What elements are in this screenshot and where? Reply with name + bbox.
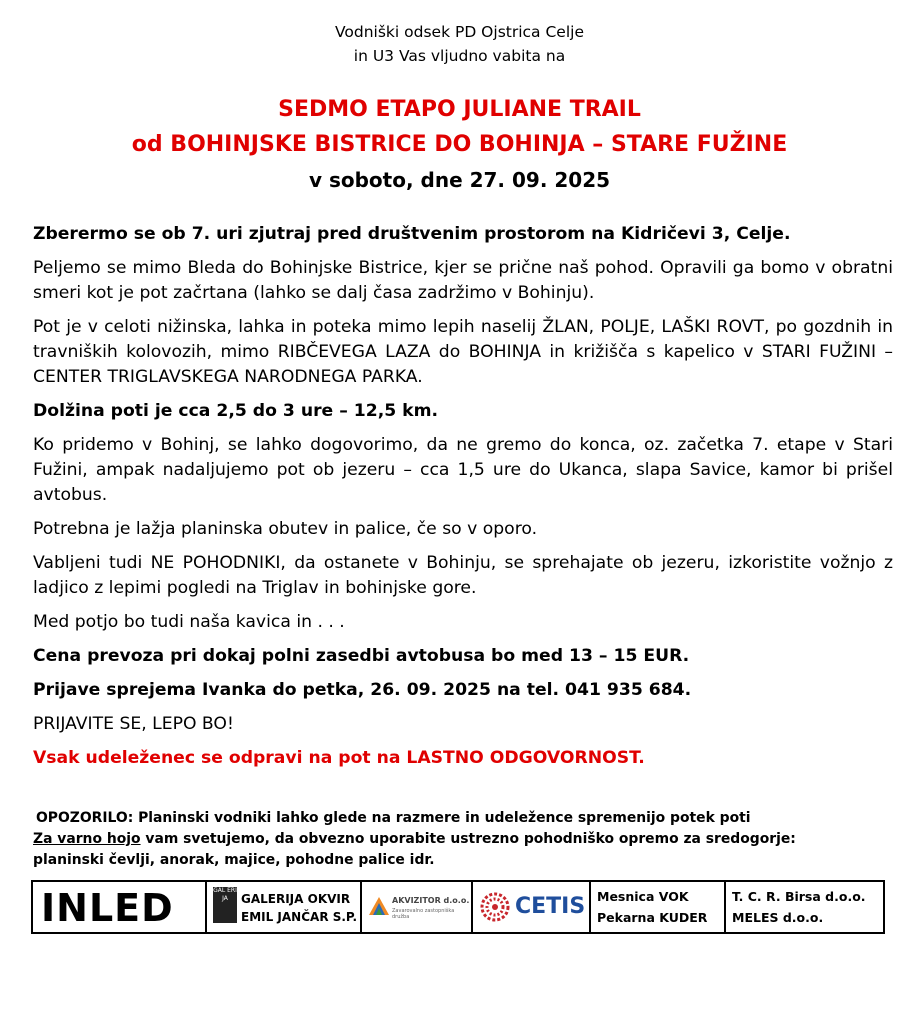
vok-kuder-text <box>597 886 707 928</box>
event-title: SEDMO ETAPO JULIANE TRAIL <box>278 97 641 122</box>
route-length: Dolžina poti je cca 2,5 do 3 ure – 12,5 km. <box>33 401 439 421</box>
invitation-line: in U3 Vas vljudno vabita na <box>353 47 566 65</box>
galerija-line1: GALERIJA OKVIR <box>241 892 351 906</box>
sponsor-galerija <box>207 882 362 932</box>
sponsor-cetis <box>473 882 591 932</box>
sponsor-vok-kuder <box>591 882 726 932</box>
galerija-name <box>241 890 357 926</box>
tcr-birsa: T. C. R. Birsa d.o.o. <box>732 889 866 904</box>
coffee-note: Med potjo bo tudi naša kavica in . . . <box>33 612 345 632</box>
safety-rest: vam svetujemo, da obvezno uporabite ustrezno pohodniško opremo za sredogorje: <box>140 831 796 847</box>
birsa-meles-text <box>732 886 866 928</box>
route-intro: Peljemo se mimo Bleda do Bohinjske Bistrice, kjer se prične naš pohod. Opravili ga bomo v obratni smeri kot je pot začrtana (lahko se dalj časa zadržimo v Bohinju). <box>33 258 893 303</box>
sponsor-akvizitor <box>362 882 473 932</box>
galerija-line2: EMIL JANČAR S.P. <box>241 910 358 924</box>
price-note: Cena prevoza pri dokaj polni zasedbi avtobusa bo med 13 – 15 EUR. <box>33 646 690 666</box>
equipment-list: planinski čevlji, anorak, majice, pohodne palice idr. <box>33 852 435 868</box>
event-date: v soboto, dne 27. 09. 2025 <box>308 168 611 192</box>
galerija-logo-icon: GAL ERI JA <box>213 887 237 923</box>
warning-section <box>33 808 893 871</box>
equipment-note: Potrebna je lažja planinska obutev in palice, če so v oporo. <box>33 519 538 539</box>
sponsor-inled <box>33 882 207 932</box>
event-route: od BOHINJSKE BISTRICE DO BOHINJA – STARE FUŽINE <box>131 132 788 157</box>
organizer-intro <box>0 20 919 68</box>
sponsor-birsa-meles <box>726 882 883 932</box>
meles: MELES d.o.o. <box>732 910 824 925</box>
route-details: Pot je v celoti nižinska, lahka in poteka mimo lepih naselij ŽLAN, POLJE, LAŠKI ROVT, po gozdnih in travniških kolovozih, mimo RIBČEVEGA LAZA do BOHINJA in križišča s kapelico v STARI FUŽINI – CENTER TRIGLAVSKEGA NARODNEGA PARKA. <box>33 317 893 387</box>
akvizitor-name: AKVIZITOR d.o.o. <box>392 896 470 905</box>
cetis-name: CETIS <box>515 894 586 919</box>
meeting-point: Zberermo se ob 7. uri zjutraj pred društvenim prostorom na Kidričevi 3, Celje. <box>33 224 791 244</box>
akvizitor-tagline: Zavarovalno zastopniška družba <box>392 908 455 920</box>
pekarna-kuder: Pekarna KUDER <box>597 910 708 925</box>
inled-logo: INLED <box>41 886 174 930</box>
cetis-logo-icon <box>479 892 511 922</box>
registration-note: Prijave sprejema Ivanka do petka, 26. 09. 2025 na tel. 041 935 684. <box>33 680 692 700</box>
akvizitor-logo-icon <box>368 896 390 916</box>
registration-call: PRIJAVITE SE, LEPO BO! <box>33 714 234 734</box>
route-option: Ko pridemo v Bohinj, se lahko dogovorimo, da ne gremo do konca, oz. začetka 7. etape v Stari Fužini, ampak nadaljujemo pot ob jezeru – cca 1,5 ure do Ukanca, slapa Savice, kamor bi prišel avtobus. <box>33 435 893 505</box>
sponsor-strip <box>31 880 885 934</box>
warning-line: OPOZORILO: Planinski vodniki lahko glede na razmere in udeležence spremenijo potek poti <box>36 810 751 826</box>
event-description <box>33 222 893 780</box>
safety-underlined: Za varno hojo <box>33 831 141 847</box>
organizer-line: Vodniški odsek PD Ojstrica Celje <box>335 23 584 41</box>
mesnica-vok: Mesnica VOK <box>597 889 689 904</box>
responsibility-note: Vsak udeleženec se odpravi na pot na LASTNO ODGOVORNOST. <box>33 748 645 768</box>
safety-line <box>33 829 893 850</box>
non-hikers-note: Vabljeni tudi NE POHODNIKI, da ostanete v Bohinju, se sprehajate ob jezeru, izkoristite vožnjo z ladjico z lepimi pogledi na Triglav in bohinjske gore. <box>33 553 893 598</box>
